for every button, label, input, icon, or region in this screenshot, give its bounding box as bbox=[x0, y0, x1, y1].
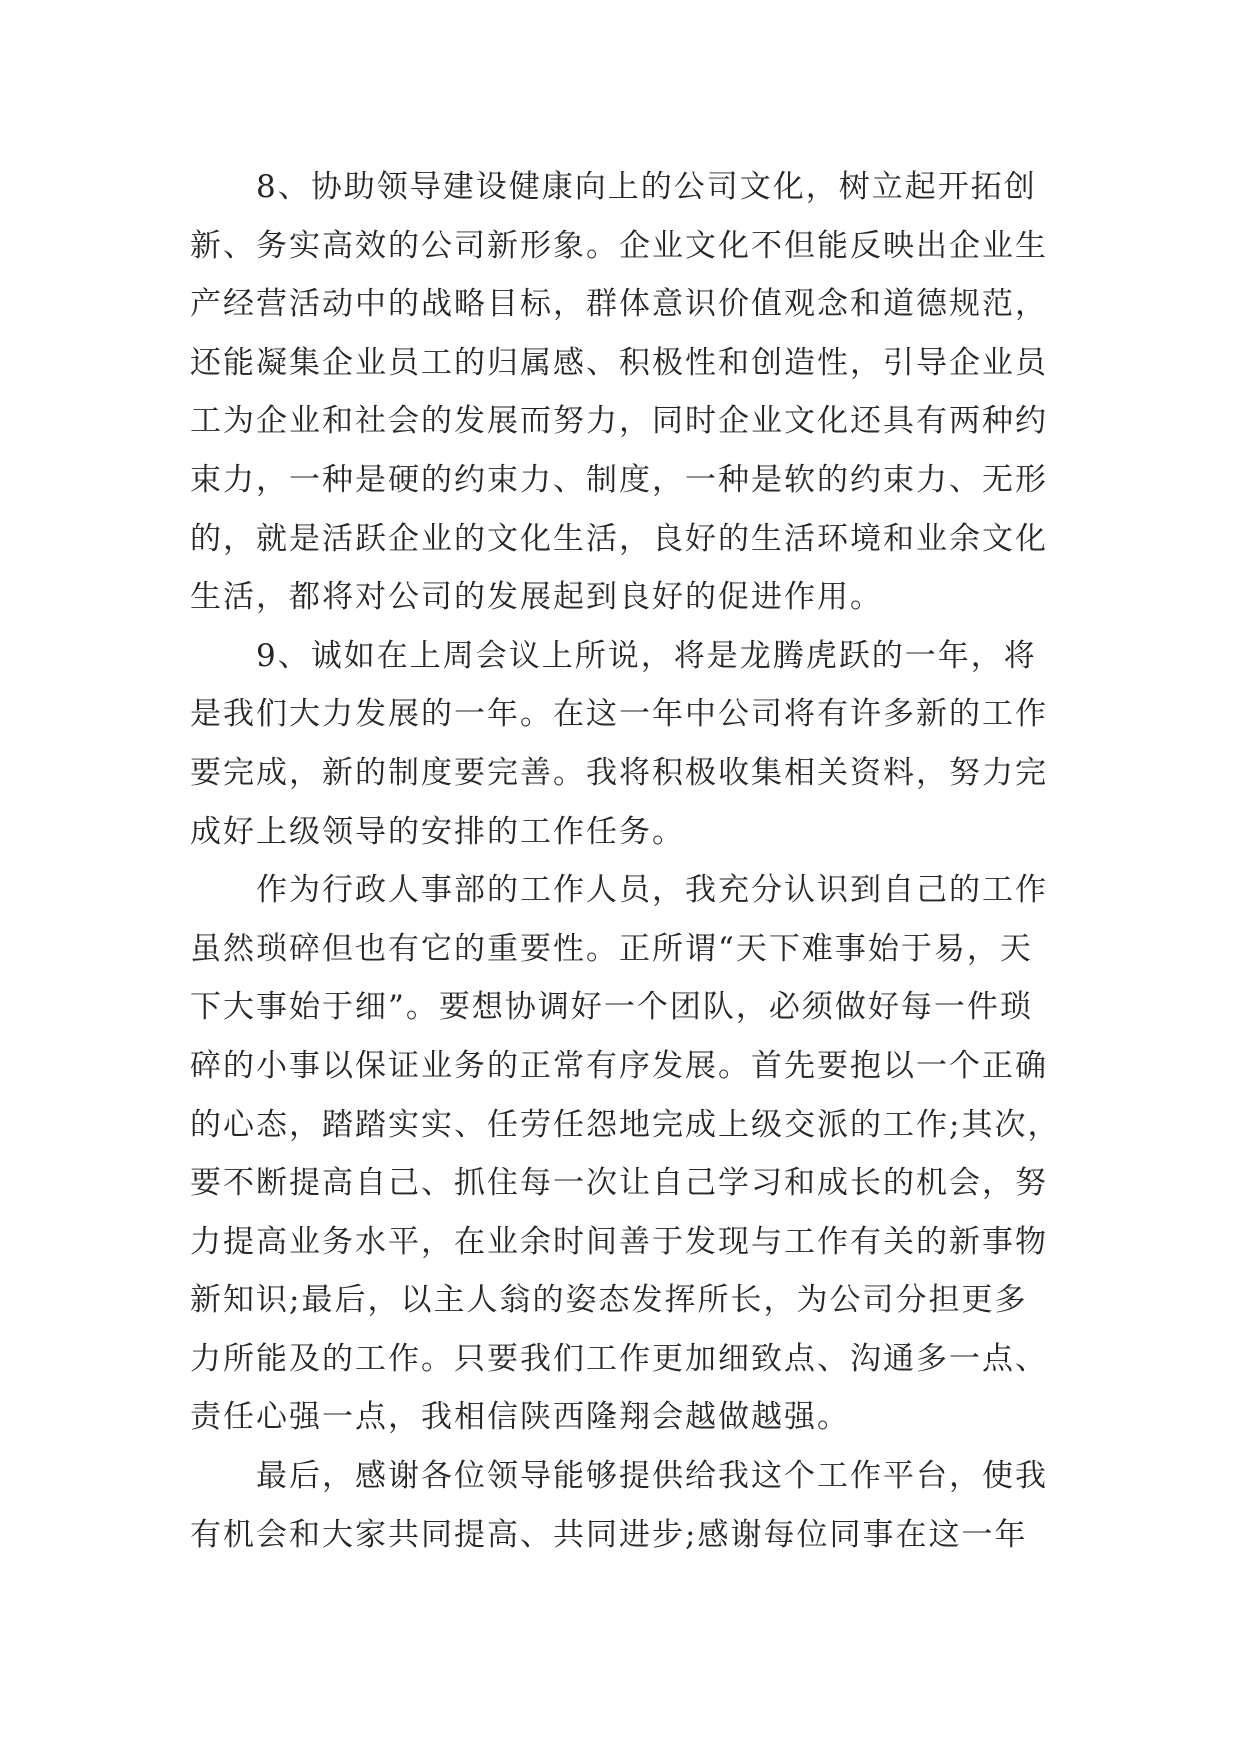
text-line: 的心态，踏踏实实、任劳任怨地完成上级交派的工作;其次， bbox=[190, 1106, 1061, 1143]
text-line: 作为行政人事部的工作人员，我充分认识到自己的工作 bbox=[256, 872, 1048, 909]
text-line: 生活，都将对公司的发展起到良好的促进作用。 bbox=[190, 579, 883, 616]
paragraph-thanks bbox=[190, 1447, 1070, 1564]
text-line: 力提高业务水平，在业余时间善于发现与工作有关的新事物 bbox=[190, 1223, 1048, 1260]
text-line: 下大事始于细”。要想协调好一个团队，必须做好每一件琐 bbox=[190, 989, 1033, 1026]
text-line: 产经营活动中的战略目标，群体意识价值观念和道德规范， bbox=[190, 286, 1048, 323]
text-line: 的，就是活跃企业的文化生活，良好的生活环境和业余文化 bbox=[190, 520, 1048, 557]
text-line: 新、务实高效的公司新形象。企业文化不但能反映出企业生 bbox=[190, 227, 1048, 264]
text-line: 碎的小事以保证业务的正常有序发展。首先要抱以一个正确 bbox=[190, 1047, 1048, 1084]
text-line: 成好上级领导的安排的工作任务。 bbox=[190, 813, 685, 850]
text-line: 束力，一种是硬的约束力、制度，一种是软的约束力、无形 bbox=[190, 461, 1048, 498]
paragraph-meeting-goals bbox=[190, 627, 1070, 861]
text-line: 新知识;最后，以主人翁的姿态发挥所长，为公司分担更多 bbox=[190, 1282, 1028, 1319]
text-line: 是我们大力发展的一年。在这一年中公司将有许多新的工作 bbox=[190, 696, 1048, 733]
paragraph-company-culture bbox=[190, 158, 1070, 627]
text-line: 责任心强一点，我相信陕西隆翔会越做越强。 bbox=[190, 1399, 850, 1436]
text-line: 力所能及的工作。只要我们工作更加细致点、沟通多一点、 bbox=[190, 1340, 1048, 1377]
paragraph-hr-reflection bbox=[190, 861, 1070, 1447]
text-line: 8、协助领导建设健康向上的公司文化，树立起开拓创 bbox=[256, 169, 1037, 205]
text-line: 要不断提高自己、抓住每一次让自己学习和成长的机会，努 bbox=[190, 1165, 1048, 1202]
text-line: 有机会和大家共同提高、共同进步;感谢每位同事在这一年 bbox=[190, 1516, 1028, 1553]
text-line: 要完成，新的制度要完善。我将积极收集相关资料，努力完 bbox=[190, 754, 1048, 791]
text-line: 工为企业和社会的发展而努力，同时企业文化还具有两种约 bbox=[190, 403, 1048, 440]
text-line: 还能凝集企业员工的归属感、积极性和创造性，引导企业员 bbox=[190, 344, 1048, 381]
document-body bbox=[190, 158, 1070, 1564]
text-line: 最后，感谢各位领导能够提供给我这个工作平台，使我 bbox=[256, 1458, 1048, 1495]
text-line: 9、诚如在上周会议上所说，将是龙腾虎跃的一年，将 bbox=[256, 637, 1037, 674]
text-line: 虽然琐碎但也有它的重要性。正所谓“天下难事始于易，天 bbox=[190, 930, 1033, 967]
